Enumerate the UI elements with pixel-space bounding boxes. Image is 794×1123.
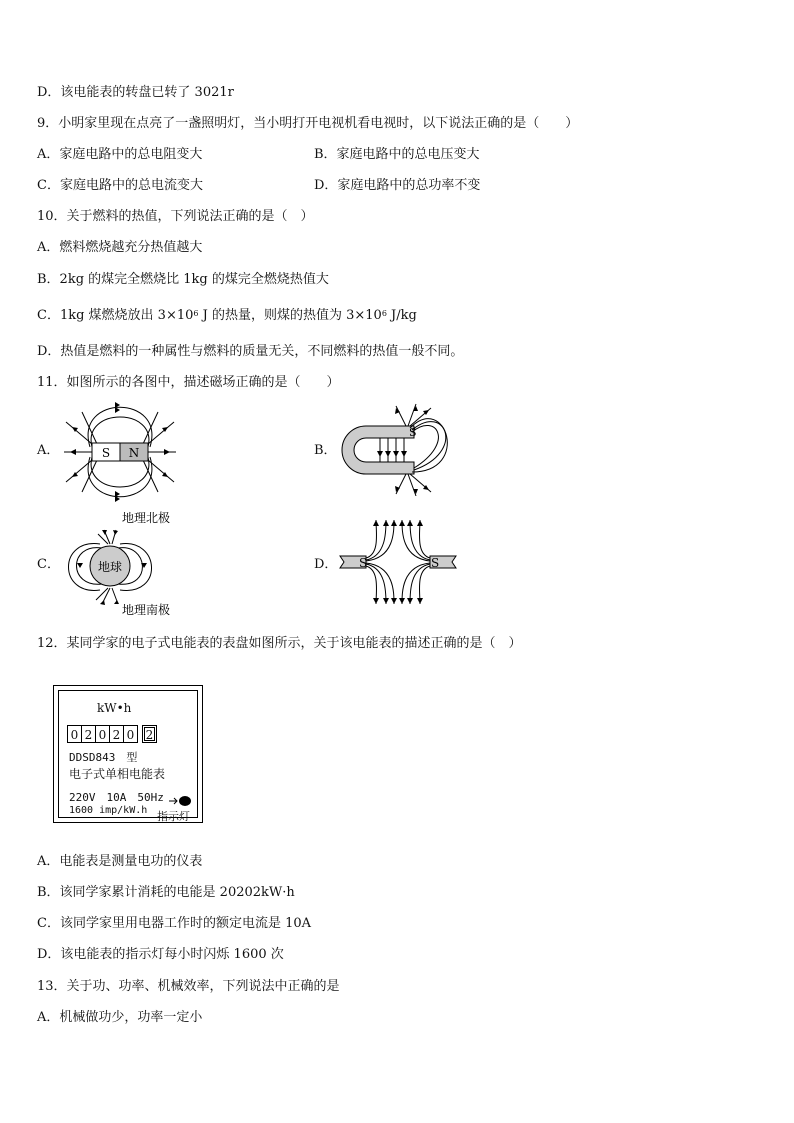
- q12-option-d: D．该电能表的指示灯每小时闪烁 1600 次: [37, 947, 284, 962]
- q11-d-s1-label: S: [359, 556, 368, 570]
- q10-option-d: D．热值是燃料的一种属性与燃料的质量无关，不同燃料的热值一般不同。: [37, 344, 464, 359]
- q11-figure-a-bar-magnet: [62, 402, 178, 502]
- q12-option-a: A．电能表是测量电功的仪表: [37, 854, 203, 869]
- electric-meter: [53, 685, 203, 823]
- q8-option-d: D．该电能表的转盘已转了 3021r: [37, 85, 234, 100]
- q11-stem: 11．如图所示的各图中，描述磁场正确的是（ ）: [37, 375, 340, 390]
- q10-option-b: B．2kg 的煤完全燃烧比 1kg 的煤完全燃烧热值大: [37, 272, 329, 287]
- q12-stem: 12．某同学家的电子式电能表的表盘如图所示，关于该电能表的描述正确的是（ ）: [37, 636, 522, 651]
- q11-a-n-label: N: [128, 446, 140, 460]
- meter-digit: 0: [67, 725, 82, 743]
- q13-option-a: A．机械做功少，功率一定小: [37, 1010, 203, 1025]
- meter-digit-decimal: 2: [142, 725, 157, 743]
- q11-d-s2-label: S: [431, 556, 440, 570]
- q11-figure-b-horseshoe-magnet: [336, 402, 462, 496]
- meter-digit: 0: [123, 725, 138, 743]
- q9-option-c: C．家庭电路中的总电流变大: [37, 178, 203, 193]
- q11-c-south-label: 地理南极: [122, 603, 171, 617]
- q11-figure-c-earth: [58, 508, 188, 620]
- meter-unit: kW•h: [97, 701, 132, 715]
- q12-option-b: B．该同学家累计消耗的电能是 20202kW·h: [37, 885, 295, 900]
- meter-name: 电子式单相电能表: [69, 767, 166, 781]
- meter-digit: 0: [95, 725, 110, 743]
- meter-digits: [67, 725, 157, 743]
- q11-c-earth-label: 地球: [97, 560, 123, 574]
- meter-digit: 2: [81, 725, 96, 743]
- q9-option-b: B．家庭电路中的总电压变大: [314, 147, 480, 162]
- meter-model: DDSD843 型: [69, 751, 138, 764]
- q12-option-c: C．该同学家里用电器工作时的额定电流是 10A: [37, 916, 312, 931]
- q11-c-north-label: 地理北极: [122, 511, 171, 525]
- q9-option-a: A．家庭电路中的总电阻变大: [37, 147, 203, 162]
- q11-a-s-label: S: [101, 446, 111, 460]
- q11-label-c: C．: [37, 557, 60, 572]
- meter-specs: 220V 10A 50Hz: [69, 791, 164, 804]
- q10-stem: 10．关于燃料的热值，下列说法正确的是（ ）: [37, 209, 314, 224]
- meter-indicator-label: 指示灯: [157, 810, 190, 823]
- q10-option-a: A．燃料燃烧越充分热值越大: [37, 240, 203, 255]
- q11-label-b: B．: [314, 443, 337, 458]
- q13-stem: 13．关于功、功率、机械效率，下列说法中正确的是: [37, 979, 340, 994]
- q9-stem: 9．小明家里现在点亮了一盏照明灯，当小明打开电视机看电视时，以下说法正确的是（ ）: [37, 116, 579, 131]
- q11-figure-d-two-poles: [336, 518, 460, 606]
- q10-option-c: C．1kg 煤燃烧放出 $3\times 10^6$ J 的热量，则煤的热值为 $3\times 10^6$ J/kg: [37, 308, 417, 323]
- q11-label-a: A．: [37, 443, 60, 458]
- meter-imp: 1600 imp/kW.h: [69, 805, 148, 816]
- indicator-light-icon: [167, 795, 193, 807]
- meter-digit: 2: [109, 725, 124, 743]
- q11-b-s-label: S: [409, 426, 417, 439]
- q11-label-d: D．: [314, 557, 338, 572]
- q9-option-d: D．家庭电路中的总功率不变: [314, 178, 481, 193]
